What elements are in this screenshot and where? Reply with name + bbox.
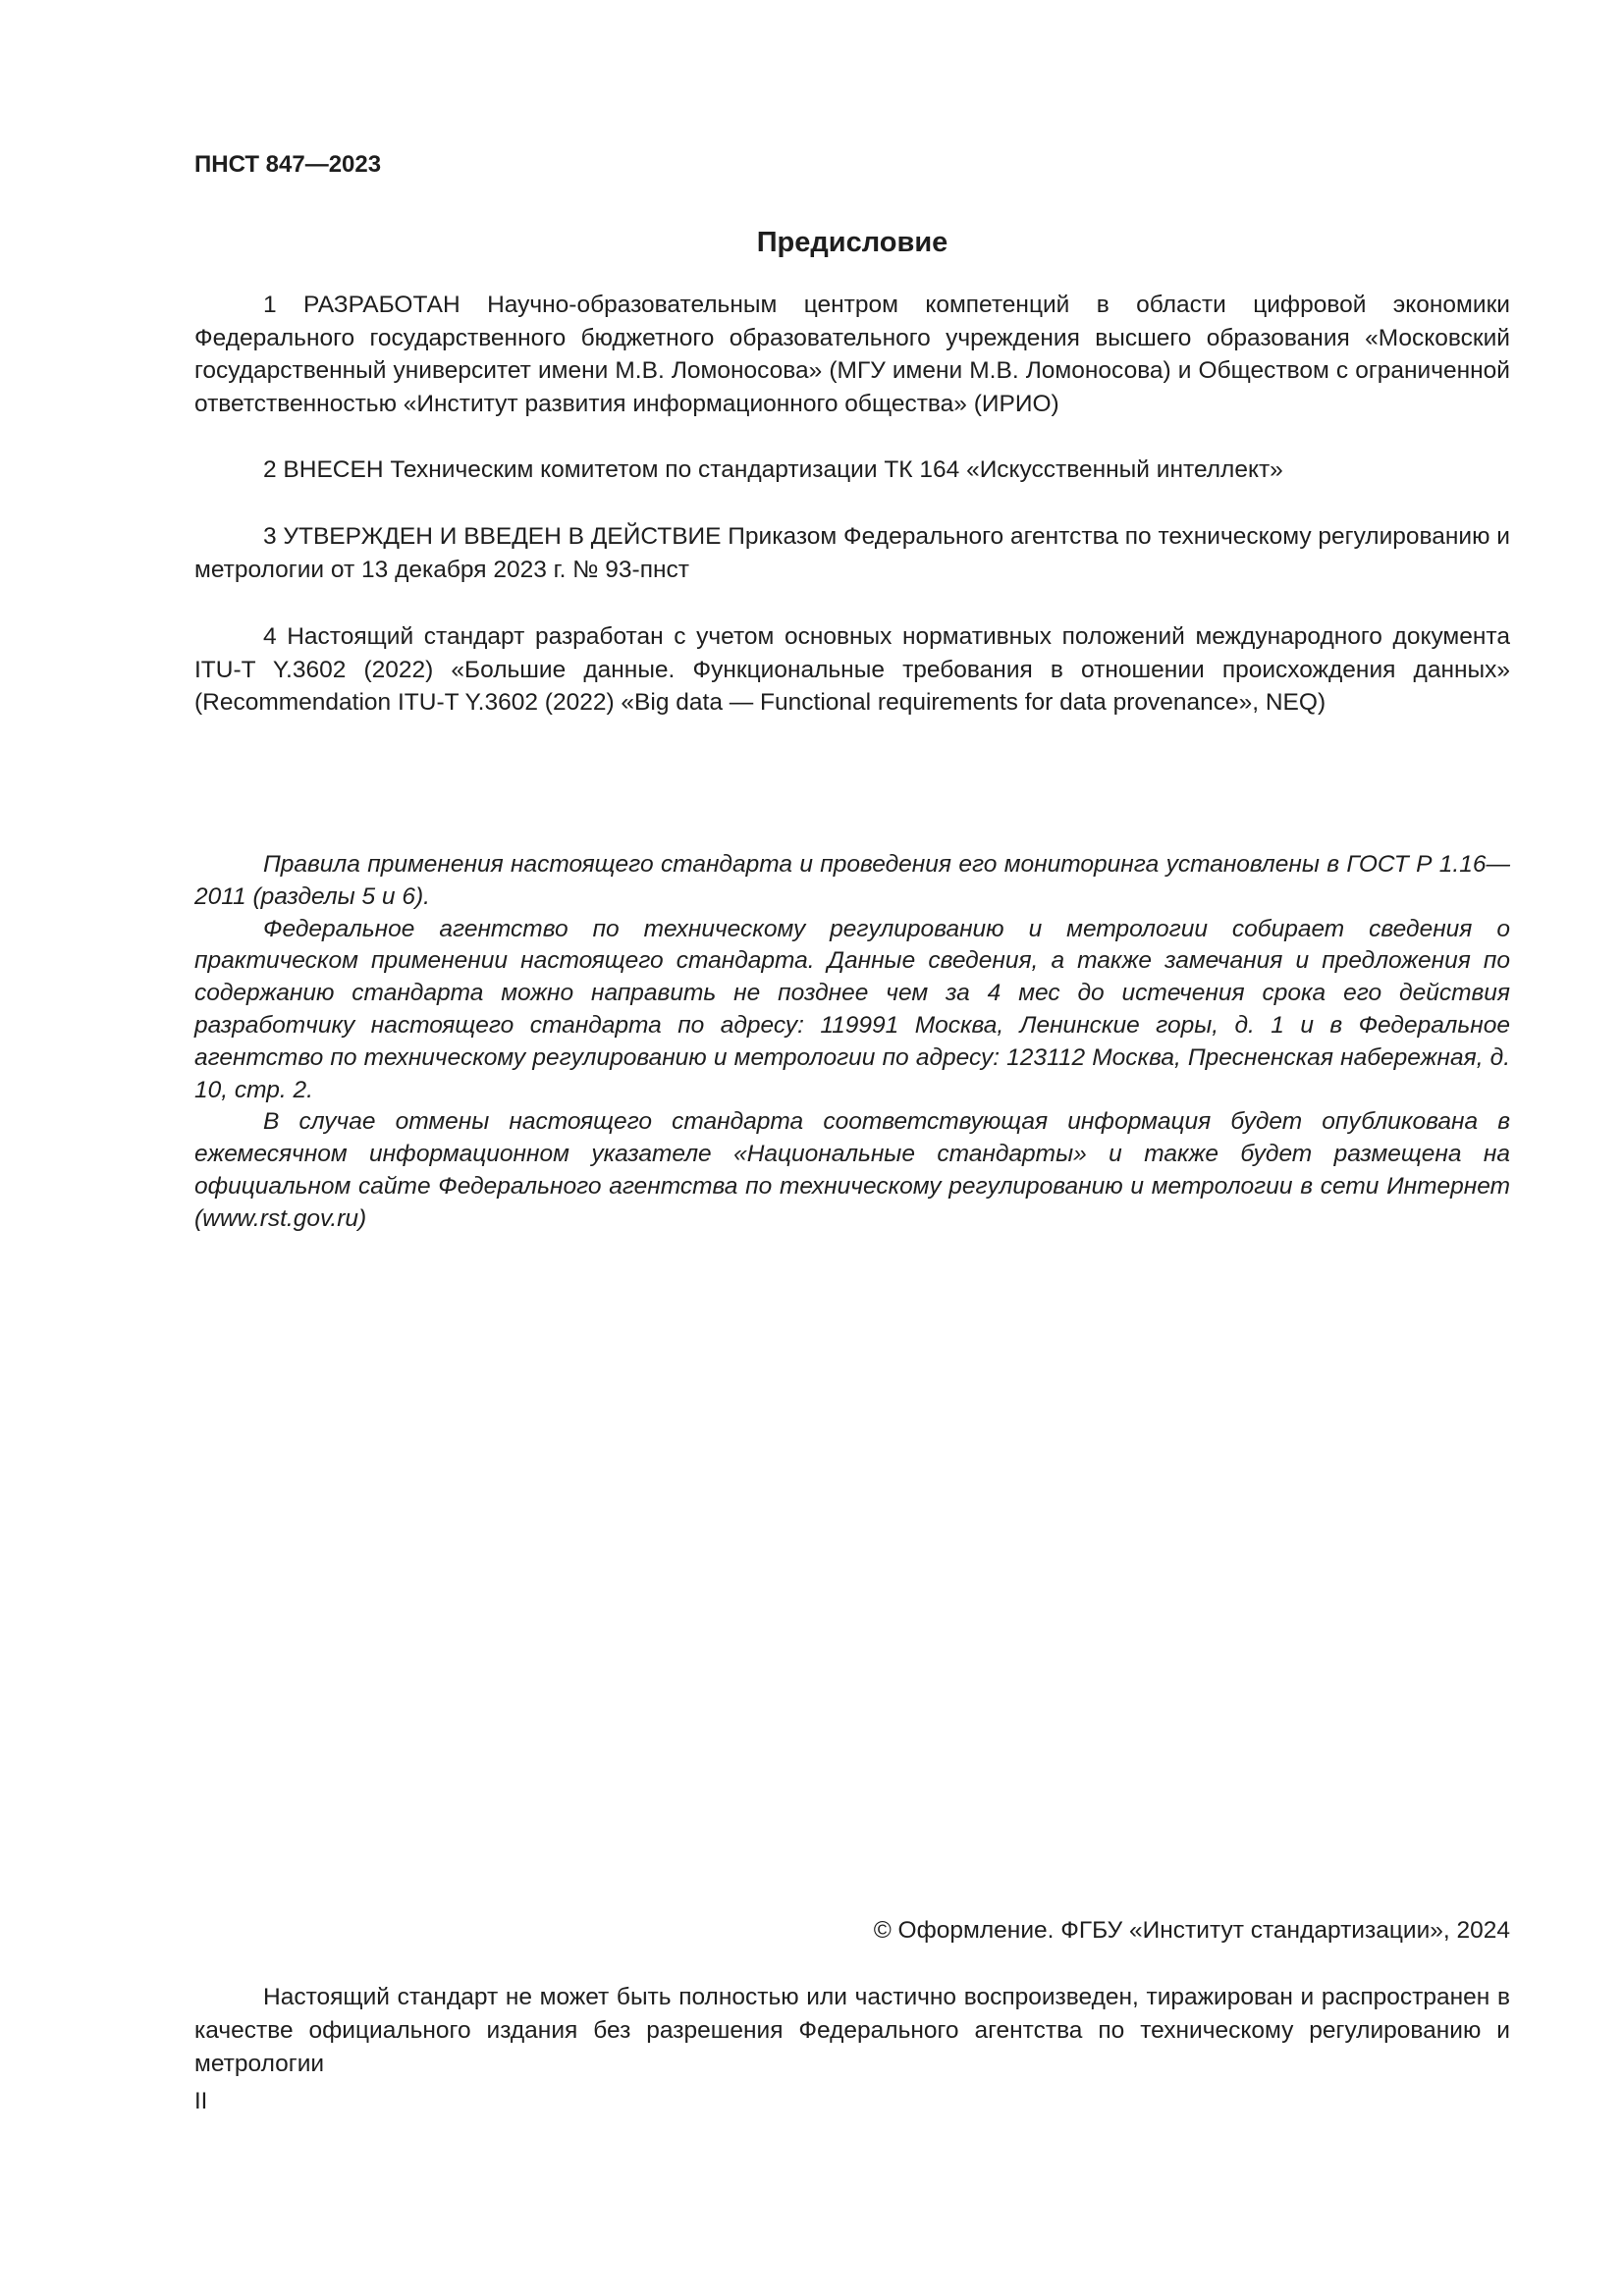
copyright-line: © Оформление. ФГБУ «Институт стандартизации», 2024 — [873, 1917, 1510, 1944]
foreword-item-basis: 4 Настоящий стандарт разработан с учетом основных нормативных положений международного документа ITU-T Y.3602 (2022) «Большие данные. Функциональные требования в отношении происхождения данных» (Recommendation ITU-T Y.3602 (2022) «Big data — Functional requirements for data provenance», NEQ) — [194, 623, 1510, 716]
reproduction-notice: Настоящий стандарт не может быть полностью или частично воспроизведен, тиражирован и распространен в качестве официального издания без разрешения Федерального агентства по техническому регулированию и метрологии — [194, 1984, 1510, 2077]
notice-cancellation: В случае отмены настоящего стандарта соответствующая информация будет опубликована в ежемесячном информационном указателе «Национальные стандарты» и также будет размещена на официальном сайте Федерального агентства по техническому регулированию и метрологии в сети Интернет (www.rst.gov.ru) — [194, 1108, 1510, 1232]
page-number: II — [194, 2088, 208, 2114]
foreword-item-introduced: 2 ВНЕСЕН Техническим комитетом по стандартизации ТК 164 «Искусственный интеллект» — [263, 456, 1283, 483]
notice-feedback: Федеральное агентство по техническому регулированию и метрологии собирает сведения о практическом применении настоящего стандарта. Данные сведения, а также замечания и предложения по содержанию стандарта можно направить не позднее чем за 4 мес до истечения срока его действия разработчику настоящего стандарта по адресу: 119991 Москва, Ленинские горы, д. 1 и в Федеральное агентство по техническому регулированию и метрологии по адресу: 123112 Москва, Пресненская набережная, д. 10, стр. 2. — [194, 915, 1510, 1103]
notice-rules: Правила применения настоящего стандарта и проведения его мониторинга установлены в ГОСТ Р 1.16—2011 (разделы 5 и 6). — [194, 851, 1510, 910]
foreword-item-developed: 1 РАЗРАБОТАН Научно-образовательным центром компетенций в области цифровой экономики Федерального государственного бюджетного образовательного учреждения высшего образования «Московский государственный университет имени М.В. Ломоносова» (МГУ имени М.В. Ломоносова) и Обществом с ограниченной ответственностью «Институт развития информационного общества» (ИРИО) — [194, 292, 1510, 417]
page-title: Предисловие — [756, 227, 948, 258]
application-notice — [194, 849, 1510, 1236]
standard-code: ПНСТ 847—2023 — [194, 151, 382, 178]
foreword-item-approved: 3 УТВЕРЖДЕН И ВВЕДЕН В ДЕЙСТВИЕ Приказом Федерального агентства по техническому регулированию и метрологии от 13 декабря 2023 г. № 93-пнст — [194, 523, 1510, 583]
